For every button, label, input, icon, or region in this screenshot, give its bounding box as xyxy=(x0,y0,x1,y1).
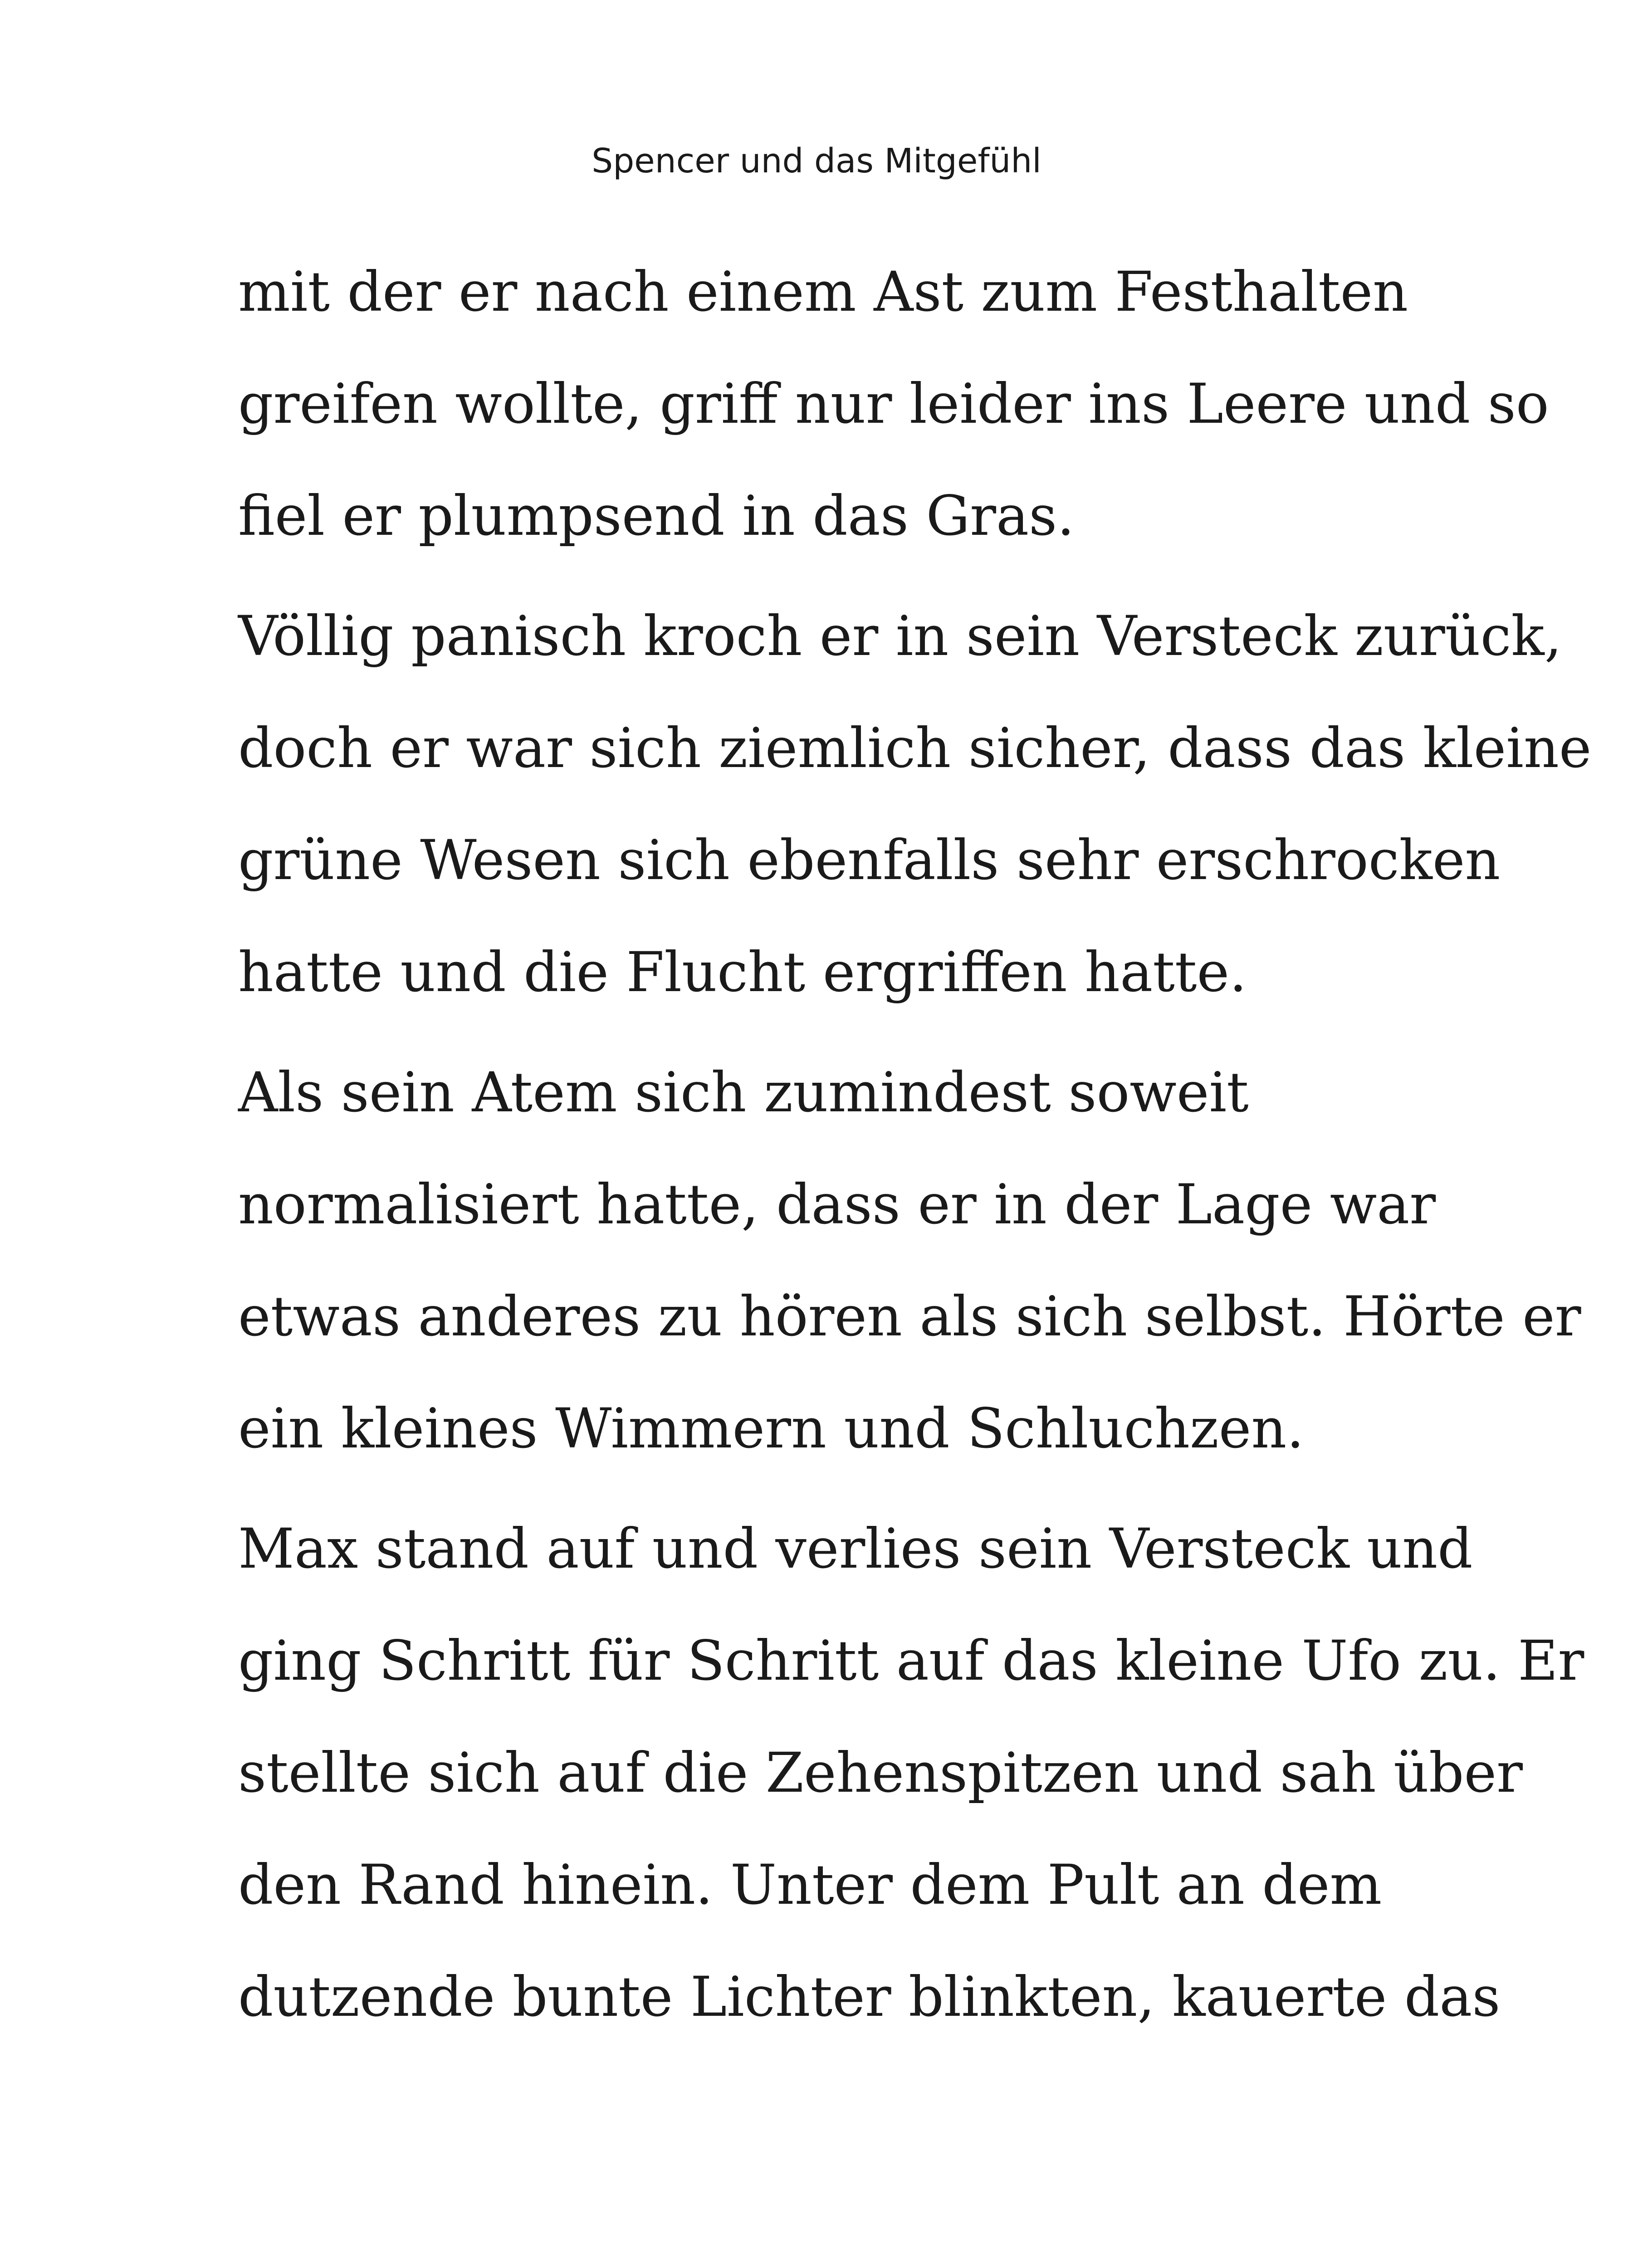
body-text xyxy=(238,236,1592,2053)
text-line: hatte und die Flucht ergriffen hatte. xyxy=(238,940,1247,1004)
text-line: Als sein Atem sich zumindest soweit xyxy=(238,1061,1249,1124)
text-line: normalisiert hatte, dass er in der Lage war xyxy=(238,1173,1436,1237)
text-line: etwas anderes zu hören als sich selbst. Hörte er xyxy=(238,1285,1581,1349)
text-line: grüne Wesen sich ebenfalls sehr erschrocken xyxy=(238,828,1501,892)
paragraph-4 xyxy=(238,1493,1584,2053)
text-line: Max stand auf und verlies sein Versteck und xyxy=(238,1517,1473,1581)
text-line: Völlig panisch kroch er in sein Versteck zurück, xyxy=(238,604,1562,668)
text-line: dutzende bunte Lichter blinkten, kauerte das xyxy=(238,1965,1501,2029)
running-header: Spencer und das Mitgefühl xyxy=(592,142,1041,181)
text-line: ein kleines Wimmern und Schluchzen. xyxy=(238,1397,1304,1461)
paragraph-2 xyxy=(238,580,1592,1028)
paragraph-1 xyxy=(238,236,1549,572)
paragraph-3 xyxy=(238,1036,1581,1485)
text-line: greifen wollte, griff nur leider ins Leere und so xyxy=(238,372,1549,436)
text-line: fiel er plumpsend in das Gras. xyxy=(238,484,1075,548)
text-line: stellte sich auf die Zehenspitzen und sah über xyxy=(238,1741,1523,1805)
text-line: den Rand hinein. Unter dem Pult an dem xyxy=(238,1853,1382,1917)
text-line: ging Schritt für Schritt auf das kleine Ufo zu. Er xyxy=(238,1629,1584,1693)
text-line: doch er war sich ziemlich sicher, dass das kleine xyxy=(238,716,1592,780)
text-line: mit der er nach einem Ast zum Festhalten xyxy=(238,260,1408,324)
